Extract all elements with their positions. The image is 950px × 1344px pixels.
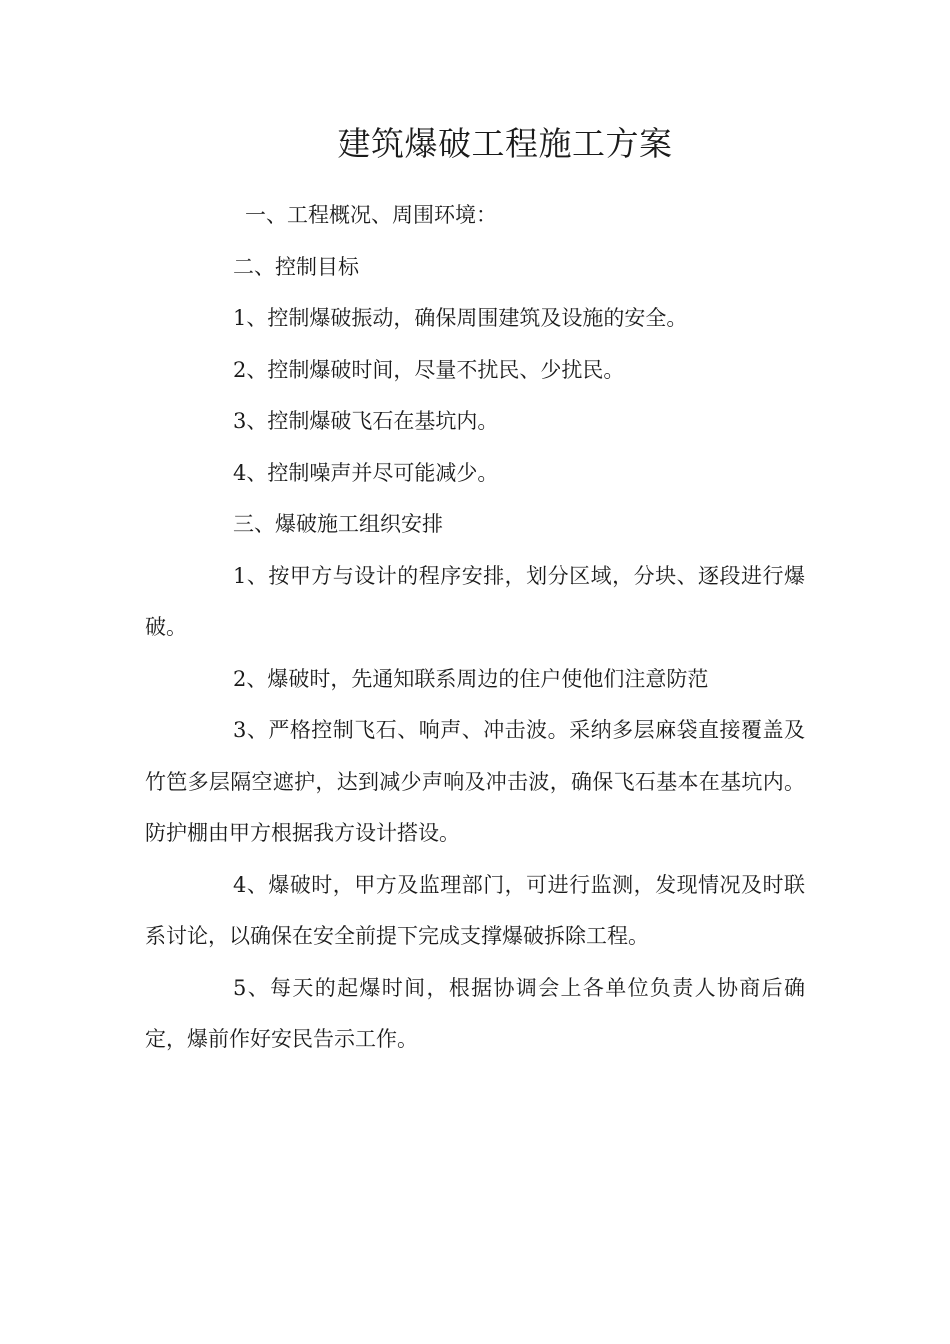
section-heading-objectives: 二、控制目标: [233, 254, 359, 279]
organization-item-1: 1、按甲方与设计的程序安排，划分区域，分块、逐段进行爆破。: [145, 563, 805, 639]
organization-item-2: 2、爆破时，先通知联系周边的住户使他们注意防范: [233, 666, 709, 691]
document-title: 建筑爆破工程施工方案: [337, 124, 673, 163]
objective-item-1: 1、控制爆破振动，确保周围建筑及设施的安全。: [233, 306, 688, 330]
section-heading-organization: 三、爆破施工组织安排: [233, 512, 443, 536]
organization-item-4: 4、爆破时，甲方及监理部门，可进行监测，发现情况及时联系讨论，以确保在安全前提下完成支撑爆破拆除工程。: [145, 872, 805, 948]
objective-item-2: 2、控制爆破时间，尽量不扰民、少扰民。: [233, 357, 625, 382]
objective-item-4: 4、控制噪声并尽可能减少。: [233, 460, 499, 485]
objective-item-3: 3、控制爆破飞石在基坑内。: [233, 409, 499, 433]
organization-item-3: 3、严格控制飞石、响声、冲击波。采纳多层麻袋直接覆盖及竹笆多层隔空遮护，达到减少声响及冲击波，确保飞石基本在基坑内。防护棚由甲方根据我方设计搭设。: [145, 718, 805, 845]
section-heading-overview: 一、工程概况、周围环境：: [245, 203, 497, 227]
document-body: [145, 190, 805, 1066]
organization-item-5: 5、每天的起爆时间，根据协调会上各单位负责人协商后确定，爆前作好安民告示工作。: [145, 975, 805, 1051]
